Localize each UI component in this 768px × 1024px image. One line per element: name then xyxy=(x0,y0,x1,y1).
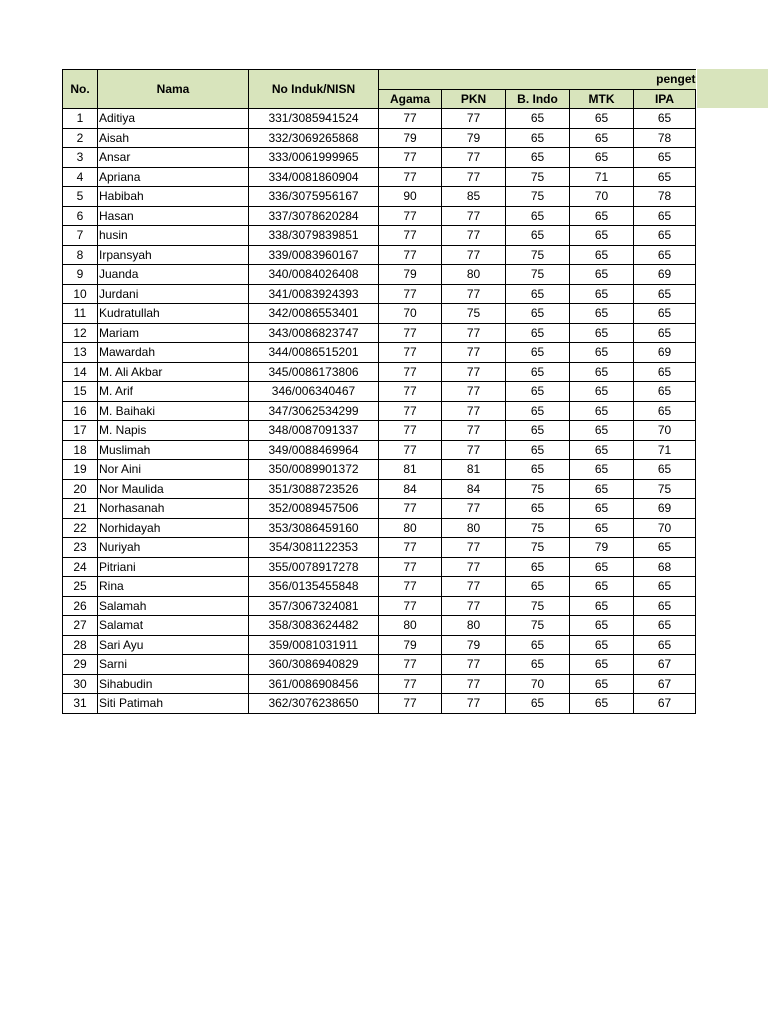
cell-bindo: 65 xyxy=(506,655,570,675)
cell-agama: 77 xyxy=(379,226,442,246)
cell-pkn: 79 xyxy=(442,128,506,148)
cell-pkn: 84 xyxy=(442,479,506,499)
cell-no: 15 xyxy=(63,382,98,402)
cell-mtk: 70 xyxy=(570,187,634,207)
table-row xyxy=(63,635,696,655)
cell-pkn: 77 xyxy=(442,167,506,187)
table-row xyxy=(63,323,696,343)
cell-agama: 77 xyxy=(379,167,442,187)
cell-nama: Mariam xyxy=(98,323,249,343)
cell-nisn: 359/0081031911 xyxy=(249,635,379,655)
cell-pkn: 77 xyxy=(442,440,506,460)
cell-ipa: 65 xyxy=(634,245,696,265)
cell-mtk: 65 xyxy=(570,421,634,441)
cell-nama: Juanda xyxy=(98,265,249,285)
cell-pkn: 85 xyxy=(442,187,506,207)
cell-agama: 90 xyxy=(379,187,442,207)
cell-no: 7 xyxy=(63,226,98,246)
cell-bindo: 65 xyxy=(506,109,570,129)
cell-pkn: 80 xyxy=(442,518,506,538)
cell-agama: 77 xyxy=(379,421,442,441)
header-group-penget: penget xyxy=(379,70,696,90)
cell-mtk: 65 xyxy=(570,401,634,421)
cell-mtk: 65 xyxy=(570,577,634,597)
cell-mtk: 65 xyxy=(570,655,634,675)
cell-mtk: 65 xyxy=(570,245,634,265)
cell-bindo: 65 xyxy=(506,499,570,519)
table-row xyxy=(63,538,696,558)
cell-nama: M. Napis xyxy=(98,421,249,441)
cell-agama: 77 xyxy=(379,596,442,616)
cell-bindo: 75 xyxy=(506,245,570,265)
cell-pkn: 77 xyxy=(442,226,506,246)
cell-pkn: 77 xyxy=(442,674,506,694)
cell-nama: Rina xyxy=(98,577,249,597)
cell-agama: 77 xyxy=(379,362,442,382)
table-row xyxy=(63,674,696,694)
table-row xyxy=(63,343,696,363)
cell-ipa: 65 xyxy=(634,596,696,616)
cell-ipa: 65 xyxy=(634,226,696,246)
cell-nama: Salamat xyxy=(98,616,249,636)
cell-no: 25 xyxy=(63,577,98,597)
cell-bindo: 65 xyxy=(506,304,570,324)
cell-nama: M. Baihaki xyxy=(98,401,249,421)
cell-nama: Norhidayah xyxy=(98,518,249,538)
cell-mtk: 65 xyxy=(570,226,634,246)
cell-agama: 77 xyxy=(379,323,442,343)
cell-nisn: 331/3085941524 xyxy=(249,109,379,129)
cell-no: 17 xyxy=(63,421,98,441)
table-row xyxy=(63,596,696,616)
cell-agama: 77 xyxy=(379,245,442,265)
cell-mtk: 65 xyxy=(570,206,634,226)
cell-ipa: 78 xyxy=(634,187,696,207)
table-row xyxy=(63,616,696,636)
cell-no: 28 xyxy=(63,635,98,655)
cell-nisn: 334/0081860904 xyxy=(249,167,379,187)
cell-no: 23 xyxy=(63,538,98,558)
cell-mtk: 65 xyxy=(570,362,634,382)
cell-mtk: 65 xyxy=(570,284,634,304)
cell-agama: 77 xyxy=(379,284,442,304)
cell-ipa: 65 xyxy=(634,382,696,402)
cell-no: 11 xyxy=(63,304,98,324)
cell-agama: 77 xyxy=(379,538,442,558)
header-extension-fill xyxy=(697,69,768,108)
cell-mtk: 65 xyxy=(570,616,634,636)
cell-nama: Apriana xyxy=(98,167,249,187)
cell-bindo: 65 xyxy=(506,635,570,655)
cell-no: 9 xyxy=(63,265,98,285)
header-no: No. xyxy=(63,70,98,109)
cell-bindo: 65 xyxy=(506,577,570,597)
cell-no: 21 xyxy=(63,499,98,519)
cell-pkn: 77 xyxy=(442,362,506,382)
cell-mtk: 65 xyxy=(570,382,634,402)
cell-nama: Hasan xyxy=(98,206,249,226)
cell-mtk: 65 xyxy=(570,323,634,343)
cell-no: 24 xyxy=(63,557,98,577)
cell-agama: 77 xyxy=(379,109,442,129)
table-row xyxy=(63,226,696,246)
cell-nisn: 338/3079839851 xyxy=(249,226,379,246)
cell-bindo: 65 xyxy=(506,128,570,148)
cell-ipa: 68 xyxy=(634,557,696,577)
cell-nama: M. Ali Akbar xyxy=(98,362,249,382)
cell-pkn: 77 xyxy=(442,245,506,265)
cell-ipa: 65 xyxy=(634,538,696,558)
cell-no: 12 xyxy=(63,323,98,343)
cell-pkn: 77 xyxy=(442,343,506,363)
table-row xyxy=(63,577,696,597)
cell-bindo: 65 xyxy=(506,557,570,577)
cell-bindo: 65 xyxy=(506,226,570,246)
cell-agama: 77 xyxy=(379,499,442,519)
cell-mtk: 65 xyxy=(570,148,634,168)
cell-ipa: 67 xyxy=(634,694,696,714)
cell-no: 30 xyxy=(63,674,98,694)
cell-pkn: 77 xyxy=(442,655,506,675)
cell-mtk: 65 xyxy=(570,479,634,499)
cell-ipa: 75 xyxy=(634,479,696,499)
cell-nama: Aisah xyxy=(98,128,249,148)
cell-ipa: 65 xyxy=(634,362,696,382)
cell-nama: Habibah xyxy=(98,187,249,207)
cell-nisn: 337/3078620284 xyxy=(249,206,379,226)
table-row xyxy=(63,362,696,382)
cell-ipa: 69 xyxy=(634,265,696,285)
cell-nisn: 353/3086459160 xyxy=(249,518,379,538)
cell-pkn: 77 xyxy=(442,557,506,577)
cell-ipa: 67 xyxy=(634,674,696,694)
cell-mtk: 65 xyxy=(570,518,634,538)
header-nama: Nama xyxy=(98,70,249,109)
cell-mtk: 65 xyxy=(570,343,634,363)
cell-mtk: 65 xyxy=(570,694,634,714)
cell-nama: Kudratullah xyxy=(98,304,249,324)
cell-nisn: 340/0084026408 xyxy=(249,265,379,285)
cell-no: 26 xyxy=(63,596,98,616)
cell-mtk: 65 xyxy=(570,557,634,577)
cell-nama: Irpansyah xyxy=(98,245,249,265)
cell-nama: Pitriani xyxy=(98,557,249,577)
cell-no: 3 xyxy=(63,148,98,168)
cell-mtk: 65 xyxy=(570,304,634,324)
table-row xyxy=(63,440,696,460)
cell-bindo: 65 xyxy=(506,323,570,343)
table-row xyxy=(63,109,696,129)
cell-ipa: 65 xyxy=(634,167,696,187)
cell-mtk: 65 xyxy=(570,674,634,694)
cell-bindo: 75 xyxy=(506,167,570,187)
cell-bindo: 75 xyxy=(506,187,570,207)
cell-no: 13 xyxy=(63,343,98,363)
cell-pkn: 77 xyxy=(442,323,506,343)
cell-pkn: 77 xyxy=(442,148,506,168)
header-nisn: No Induk/NISN xyxy=(249,70,379,109)
cell-nama: Muslimah xyxy=(98,440,249,460)
cell-nisn: 362/3076238650 xyxy=(249,694,379,714)
table-row xyxy=(63,206,696,226)
header-bindo: B. Indo xyxy=(506,89,570,109)
cell-nisn: 349/0088469964 xyxy=(249,440,379,460)
cell-bindo: 65 xyxy=(506,343,570,363)
cell-nisn: 342/0086553401 xyxy=(249,304,379,324)
header-pkn: PKN xyxy=(442,89,506,109)
table-row xyxy=(63,284,696,304)
cell-mtk: 65 xyxy=(570,499,634,519)
cell-mtk: 65 xyxy=(570,635,634,655)
cell-bindo: 75 xyxy=(506,265,570,285)
cell-ipa: 71 xyxy=(634,440,696,460)
cell-ipa: 67 xyxy=(634,655,696,675)
cell-agama: 80 xyxy=(379,616,442,636)
cell-agama: 77 xyxy=(379,694,442,714)
cell-ipa: 65 xyxy=(634,148,696,168)
cell-agama: 79 xyxy=(379,265,442,285)
cell-no: 16 xyxy=(63,401,98,421)
cell-ipa: 65 xyxy=(634,577,696,597)
cell-no: 5 xyxy=(63,187,98,207)
cell-agama: 77 xyxy=(379,655,442,675)
cell-bindo: 65 xyxy=(506,206,570,226)
cell-pkn: 80 xyxy=(442,265,506,285)
table-row xyxy=(63,460,696,480)
cell-bindo: 75 xyxy=(506,518,570,538)
cell-nisn: 355/0078917278 xyxy=(249,557,379,577)
cell-pkn: 77 xyxy=(442,421,506,441)
cell-agama: 77 xyxy=(379,440,442,460)
cell-no: 1 xyxy=(63,109,98,129)
cell-no: 6 xyxy=(63,206,98,226)
header-row-top xyxy=(63,70,696,90)
cell-nisn: 347/3062534299 xyxy=(249,401,379,421)
cell-nama: Nor Aini xyxy=(98,460,249,480)
cell-nisn: 356/0135455848 xyxy=(249,577,379,597)
cell-ipa: 65 xyxy=(634,323,696,343)
cell-agama: 77 xyxy=(379,148,442,168)
cell-nama: Nor Maulida xyxy=(98,479,249,499)
cell-agama: 70 xyxy=(379,304,442,324)
cell-ipa: 65 xyxy=(634,206,696,226)
cell-bindo: 75 xyxy=(506,616,570,636)
cell-bindo: 75 xyxy=(506,538,570,558)
cell-no: 20 xyxy=(63,479,98,499)
cell-mtk: 65 xyxy=(570,128,634,148)
table-row xyxy=(63,518,696,538)
cell-nisn: 348/0087091337 xyxy=(249,421,379,441)
cell-pkn: 77 xyxy=(442,401,506,421)
table-row xyxy=(63,421,696,441)
cell-mtk: 65 xyxy=(570,440,634,460)
table-body xyxy=(63,109,696,714)
cell-pkn: 77 xyxy=(442,538,506,558)
cell-bindo: 65 xyxy=(506,421,570,441)
cell-nama: Mawardah xyxy=(98,343,249,363)
cell-mtk: 65 xyxy=(570,109,634,129)
cell-no: 29 xyxy=(63,655,98,675)
cell-pkn: 77 xyxy=(442,499,506,519)
cell-nama: Ansar xyxy=(98,148,249,168)
cell-pkn: 81 xyxy=(442,460,506,480)
cell-nisn: 346/006340467 xyxy=(249,382,379,402)
cell-nisn: 341/0083924393 xyxy=(249,284,379,304)
cell-nisn: 345/0086173806 xyxy=(249,362,379,382)
cell-nama: Nuriyah xyxy=(98,538,249,558)
cell-nisn: 360/3086940829 xyxy=(249,655,379,675)
cell-pkn: 77 xyxy=(442,577,506,597)
cell-pkn: 80 xyxy=(442,616,506,636)
cell-pkn: 77 xyxy=(442,206,506,226)
cell-ipa: 69 xyxy=(634,343,696,363)
cell-no: 4 xyxy=(63,167,98,187)
cell-no: 8 xyxy=(63,245,98,265)
cell-agama: 80 xyxy=(379,518,442,538)
cell-mtk: 65 xyxy=(570,596,634,616)
table-row xyxy=(63,382,696,402)
cell-ipa: 70 xyxy=(634,421,696,441)
cell-agama: 84 xyxy=(379,479,442,499)
table-row xyxy=(63,265,696,285)
cell-bindo: 70 xyxy=(506,674,570,694)
cell-nama: Jurdani xyxy=(98,284,249,304)
cell-no: 27 xyxy=(63,616,98,636)
cell-agama: 79 xyxy=(379,128,442,148)
cell-nisn: 351/3088723526 xyxy=(249,479,379,499)
cell-bindo: 65 xyxy=(506,382,570,402)
cell-no: 19 xyxy=(63,460,98,480)
cell-nisn: 358/3083624482 xyxy=(249,616,379,636)
cell-nisn: 343/0086823747 xyxy=(249,323,379,343)
cell-pkn: 77 xyxy=(442,596,506,616)
cell-nama: Norhasanah xyxy=(98,499,249,519)
cell-nama: M. Arif xyxy=(98,382,249,402)
cell-agama: 77 xyxy=(379,674,442,694)
table-row xyxy=(63,557,696,577)
cell-ipa: 65 xyxy=(634,460,696,480)
cell-bindo: 65 xyxy=(506,440,570,460)
grades-table xyxy=(62,69,696,714)
cell-bindo: 65 xyxy=(506,460,570,480)
cell-pkn: 75 xyxy=(442,304,506,324)
cell-nisn: 344/0086515201 xyxy=(249,343,379,363)
cell-bindo: 65 xyxy=(506,362,570,382)
cell-nisn: 354/3081122353 xyxy=(249,538,379,558)
cell-agama: 77 xyxy=(379,382,442,402)
cell-nama: Siti Patimah xyxy=(98,694,249,714)
cell-bindo: 75 xyxy=(506,596,570,616)
cell-pkn: 79 xyxy=(442,635,506,655)
cell-nama: Sarni xyxy=(98,655,249,675)
cell-nisn: 336/3075956167 xyxy=(249,187,379,207)
header-agama: Agama xyxy=(379,89,442,109)
cell-ipa: 69 xyxy=(634,499,696,519)
cell-ipa: 65 xyxy=(634,616,696,636)
cell-no: 22 xyxy=(63,518,98,538)
cell-mtk: 65 xyxy=(570,265,634,285)
cell-no: 14 xyxy=(63,362,98,382)
cell-agama: 77 xyxy=(379,577,442,597)
table-row xyxy=(63,187,696,207)
cell-agama: 77 xyxy=(379,401,442,421)
cell-nisn: 352/0089457506 xyxy=(249,499,379,519)
cell-nisn: 339/0083960167 xyxy=(249,245,379,265)
table-row xyxy=(63,479,696,499)
table-row xyxy=(63,148,696,168)
cell-bindo: 65 xyxy=(506,694,570,714)
cell-agama: 81 xyxy=(379,460,442,480)
cell-agama: 79 xyxy=(379,635,442,655)
cell-bindo: 75 xyxy=(506,479,570,499)
cell-no: 10 xyxy=(63,284,98,304)
cell-nisn: 357/3067324081 xyxy=(249,596,379,616)
cell-mtk: 79 xyxy=(570,538,634,558)
cell-mtk: 65 xyxy=(570,460,634,480)
cell-pkn: 77 xyxy=(442,284,506,304)
cell-agama: 77 xyxy=(379,343,442,363)
cell-nisn: 350/0089901372 xyxy=(249,460,379,480)
cell-ipa: 65 xyxy=(634,304,696,324)
cell-agama: 77 xyxy=(379,557,442,577)
cell-nisn: 361/0086908456 xyxy=(249,674,379,694)
cell-nama: Sihabudin xyxy=(98,674,249,694)
cell-nisn: 332/3069265868 xyxy=(249,128,379,148)
table-row xyxy=(63,655,696,675)
cell-ipa: 65 xyxy=(634,109,696,129)
cell-pkn: 77 xyxy=(442,109,506,129)
cell-pkn: 77 xyxy=(442,382,506,402)
table-row xyxy=(63,167,696,187)
table-row xyxy=(63,499,696,519)
cell-agama: 77 xyxy=(379,206,442,226)
cell-ipa: 70 xyxy=(634,518,696,538)
cell-ipa: 65 xyxy=(634,401,696,421)
cell-ipa: 78 xyxy=(634,128,696,148)
cell-bindo: 65 xyxy=(506,284,570,304)
grade-sheet xyxy=(62,69,696,714)
cell-nama: Salamah xyxy=(98,596,249,616)
table-row xyxy=(63,245,696,265)
cell-ipa: 65 xyxy=(634,635,696,655)
table-row xyxy=(63,401,696,421)
header-ipa: IPA xyxy=(634,89,696,109)
cell-no: 2 xyxy=(63,128,98,148)
cell-bindo: 65 xyxy=(506,148,570,168)
table-row xyxy=(63,304,696,324)
cell-nama: Aditiya xyxy=(98,109,249,129)
table-row xyxy=(63,694,696,714)
cell-ipa: 65 xyxy=(634,284,696,304)
cell-no: 18 xyxy=(63,440,98,460)
table-row xyxy=(63,128,696,148)
cell-pkn: 77 xyxy=(442,694,506,714)
cell-mtk: 71 xyxy=(570,167,634,187)
cell-no: 31 xyxy=(63,694,98,714)
cell-nama: husin xyxy=(98,226,249,246)
cell-nama: Sari Ayu xyxy=(98,635,249,655)
cell-nisn: 333/0061999965 xyxy=(249,148,379,168)
cell-bindo: 65 xyxy=(506,401,570,421)
header-mtk: MTK xyxy=(570,89,634,109)
